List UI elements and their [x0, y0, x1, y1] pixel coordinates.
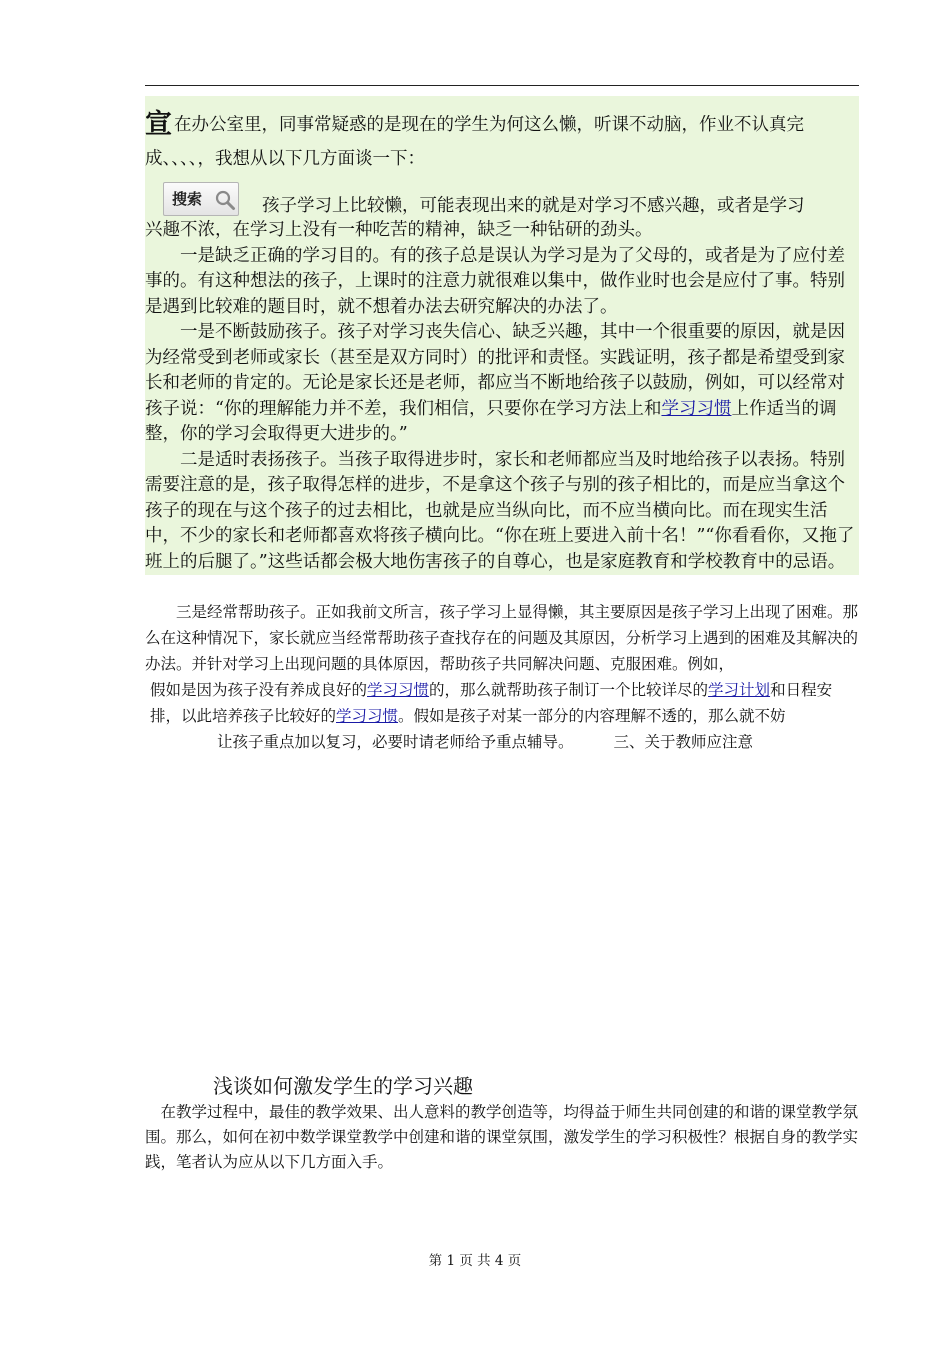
paragraph-praise: 二是适时表扬孩子。当孩子取得进步时，家长和老师都应当及时地给孩子以表扬。特别需要注意的是，孩子取得怎样的进步，不是拿这个孩子与别的孩子相比的，而是应当拿这个孩子的现在与这个孩子的过去相比，也就是应当纵向比，而不应当横向比。而在现实生活中，不少的家长和老师都喜欢将孩子横向比。“你在班上要进入前十名！”“你看看你，又拖了班上的后腿了。”这些话都会极大地伤害孩子的自尊心，也是家庭教育和学校教育中的忌语。	[145, 449, 855, 572]
search-icon	[214, 189, 236, 211]
highlighted-section	[145, 96, 859, 575]
plain-section	[145, 599, 859, 755]
page-footer: 第 1 页 共 4 页	[428, 1253, 522, 1269]
link-study-plan[interactable]: 学习计划	[708, 681, 771, 699]
search-row	[145, 182, 859, 218]
search-button-label: 搜索	[172, 190, 203, 208]
paragraph-intro: 宣在办公室里，同事常疑惑的是现在的学生为何这么懒，听课不动脑，作业不认真完成、、、、，我想从以下几方面谈一下：	[145, 109, 804, 169]
paragraph-laziness-cont: 兴趣不浓，在学习上没有一种吃苦的精神，缺乏一种钻研的劲头。	[145, 220, 653, 240]
header-rule	[145, 85, 859, 86]
search-button[interactable]	[163, 182, 239, 216]
paragraph-help: 三是经常帮助孩子。正如我前文所言，孩子学习上显得懒，其主要原因是孩子学习上出现了困难。那么在这种情况下，家长就应当经常帮助孩子查找存在的问题及其原因，分析学习上遇到的困难及其解决的办法。并针对学习上出现问题的具体原因，帮助孩子共同解决问题、克服困难。例如，	[145, 603, 859, 673]
dropcap: 宣	[145, 109, 172, 140]
paragraph-laziness-start: 孩子学习上比较懒，可能表现出来的就是对学习不感兴趣，或者是学习	[262, 196, 805, 216]
article-title: 浅谈如何激发学生的学习兴趣	[213, 1074, 473, 1098]
paragraph-help-cont: 假如是因为孩子没有养成良好的学习习惯的，那么就帮助孩子制订一个比较详尽的学习计划和日程安排，以此培养孩子比较好的学习习惯。假如是孩子对某一部分的内容理解不透的，那么就不妨	[150, 681, 833, 725]
link-study-habit-2[interactable]: 学习习惯	[367, 681, 430, 699]
paragraph-encourage: 一是不断鼓励孩子。孩子对学习丧失信心、缺乏兴趣，其中一个很重要的原因，就是因为经常受到老师或家长（甚至是双方同时）的批评和责怪。实践证明，孩子都是希望受到家长和老师的肯定的。无论是家长还是老师，都应当不断地给孩子以鼓励，例如，可以经常对孩子说：“你的理解能力并不差，我们相信，只要你在学习方法上和学习习惯上作适当的调整，你的学习会取得更大进步的。”	[145, 322, 845, 444]
paragraph-purpose: 一是缺乏正确的学习目的。有的孩子总是误认为学习是为了父母的，或者是为了应付差事的。有这种想法的孩子，上课时的注意力就很难以集中，做作业时也会是应付了事。特别是遇到比较难的题目时，就不想着办法去研究解决的办法了。	[145, 245, 845, 317]
article-intro: 在教学过程中，最佳的教学效果、出人意料的教学创造等，均得益于师生共同创建的和谐的课堂教学氛围。那么，如何在初中数学课堂教学中创建和谐的课堂氛围，激发学生的学习积极性？根据自身的教学实践，笔者认为应从以下几方面入手。	[145, 1103, 859, 1171]
link-study-habit-3[interactable]: 学习习惯	[336, 707, 399, 725]
link-study-habit[interactable]: 学习习惯	[661, 398, 732, 419]
paragraph-help-end: 让孩子重点加以复习，必要时请老师给予重点辅导。 三、关于教师应注意	[217, 733, 754, 751]
